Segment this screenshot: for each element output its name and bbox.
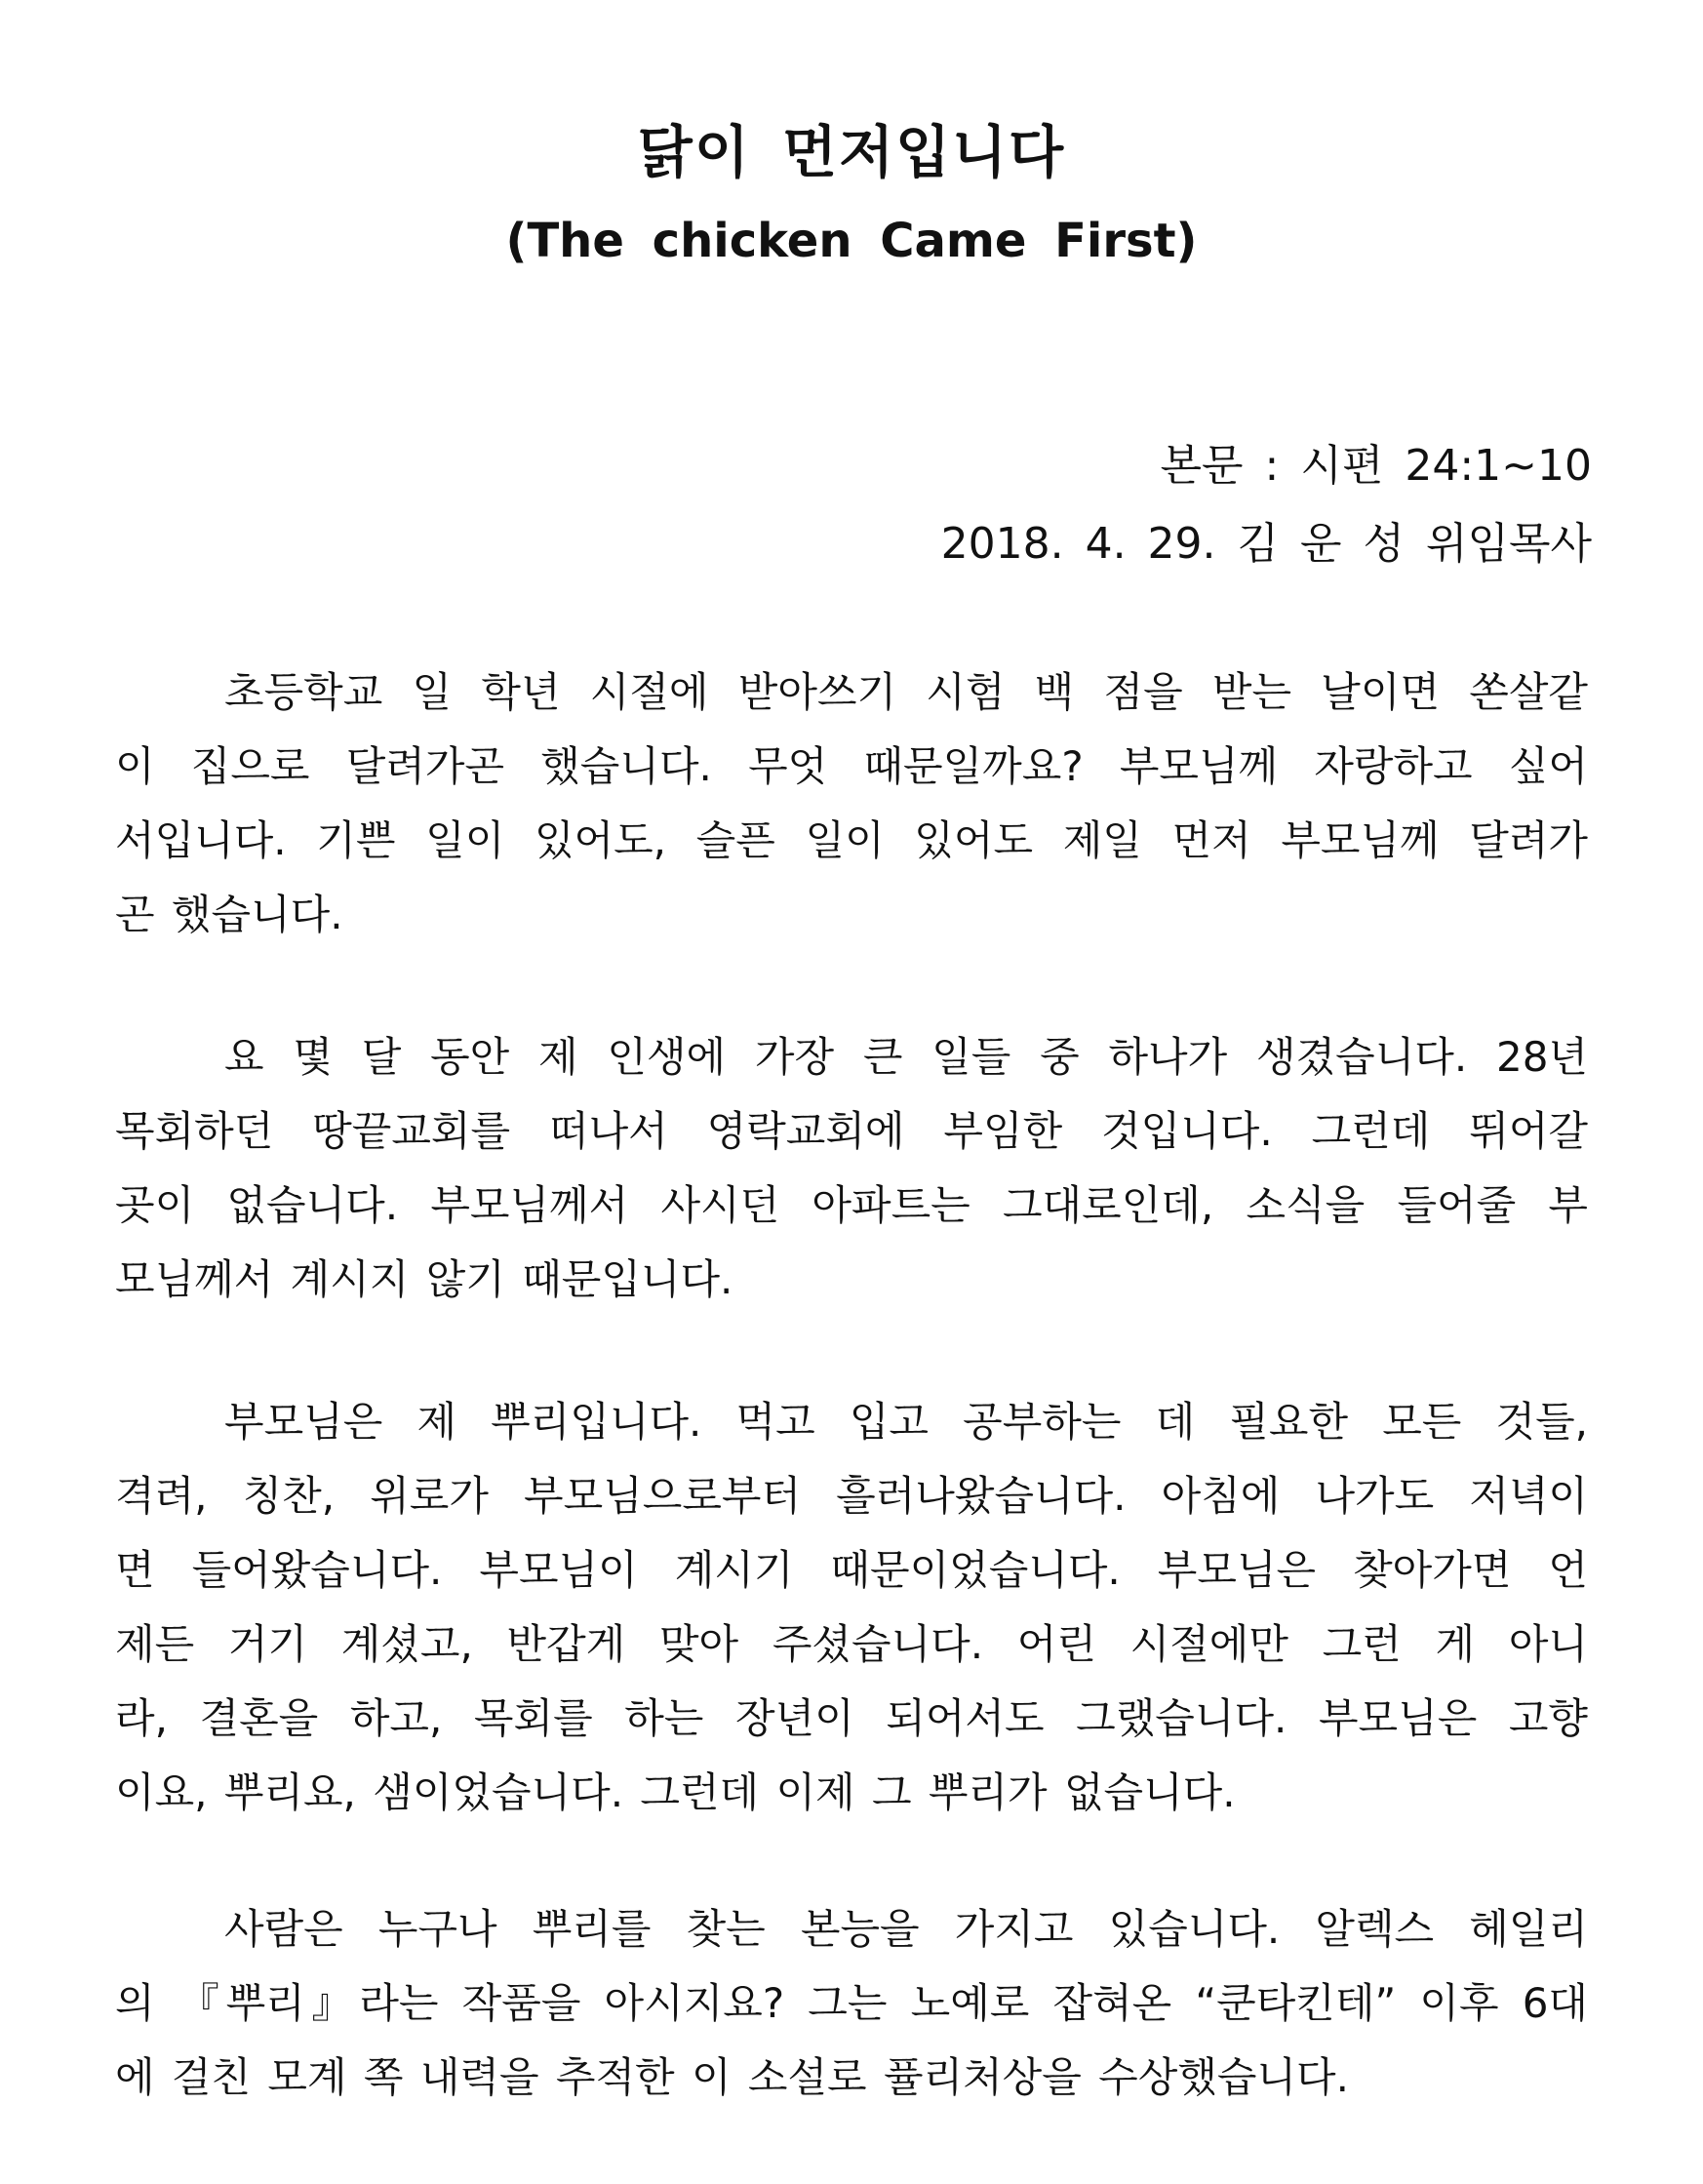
paragraph-3 xyxy=(115,1385,1588,1830)
text-line: 이 집으로 달려가곤 했습니다. 무엇 때문일까요? 부모님께 자랑하고 싶어 xyxy=(115,742,1588,790)
text-line: 라, 결혼을 하고, 목회를 하는 장년이 되어서도 그랬습니다. 부모님은 고향 xyxy=(115,1694,1588,1742)
scripture-reference: 본문 : 시편 24:1~10 xyxy=(1160,441,1592,491)
text-line: 사람은 누구나 뿌리를 찾는 본능을 가지고 있습니다. 알렉스 헤일리 xyxy=(224,1905,1588,1953)
text-line: 요 몇 달 동안 제 인생에 가장 큰 일들 중 하나가 생겼습니다. 28년 xyxy=(224,1033,1588,1081)
text-line: 곳이 없습니다. 부모님께서 사시던 아파트는 그대로인데, 소식을 들어줄 부 xyxy=(115,1181,1588,1229)
text-line: 격려, 칭찬, 위로가 부모님으로부터 흘러나왔습니다. 아침에 나가도 저녁이 xyxy=(115,1472,1588,1520)
text-line: 면 들어왔습니다. 부모님이 계시기 때문이었습니다. 부모님은 찾아가면 언 xyxy=(115,1546,1588,1594)
paragraph-2 xyxy=(115,1020,1588,1317)
text-line: 목회하던 땅끝교회를 떠나서 영락교회에 부임한 것입니다. 그런데 뛰어갈 xyxy=(115,1107,1588,1155)
text-line: 서입니다. 기쁜 일이 있어도, 슬픈 일이 있어도 제일 먼저 부모님께 달려가 xyxy=(115,816,1588,864)
document-title: 닭이 먼저입니다 xyxy=(637,119,1066,185)
text-line: 제든 거기 계셨고, 반갑게 맞아 주셨습니다. 어린 시절에만 그런 게 아니 xyxy=(115,1620,1588,1668)
text-line: 에 걸친 모계 쪽 내력을 추적한 이 소설로 퓰리처상을 수상했습니다. xyxy=(115,2053,1349,2101)
paragraph-4 xyxy=(115,1892,1588,2115)
text-line: 부모님은 제 뿌리입니다. 먹고 입고 공부하는 데 필요한 모든 것들, xyxy=(224,1398,1588,1446)
text-line: 모님께서 계시지 않기 때문입니다. xyxy=(115,1255,733,1303)
text-line: 의 『뿌리』라는 작품을 아시지요? 그는 노예로 잡혀온 “쿤타킨테” 이후 6대 xyxy=(115,1979,1588,2027)
text-line: 곤 했습니다. xyxy=(115,891,343,938)
date-author: 2018. 4. 29. 김 운 성 위임목사 xyxy=(940,519,1592,569)
document-subtitle: (The chicken Came First) xyxy=(505,214,1198,268)
text-line: 초등학교 일 학년 시절에 받아쓰기 시험 백 점을 받는 날이면 쏜살같 xyxy=(224,668,1588,716)
paragraph-1 xyxy=(115,655,1588,952)
text-line: 이요, 뿌리요, 샘이었습니다. 그런데 이제 그 뿌리가 없습니다. xyxy=(115,1768,1236,1816)
